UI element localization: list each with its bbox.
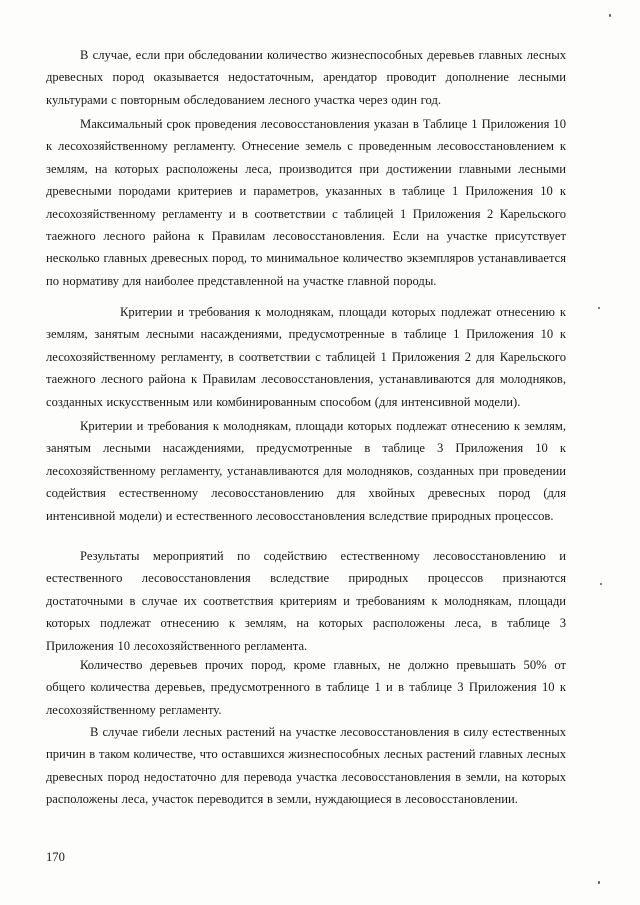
- paragraph-plant-mortality: В случае гибели лесных растений на участке лесовосстановления в силу естественных причин в таком количестве, что оставшихся жизнеспособных лесных растений главных лесных древесных пород недостаточно для перевода участка лесовосстановления в земли, на которых расположены леса, участок переводится в земли, нуждающиеся в лесовосстановлении.: [46, 725, 566, 807]
- page-number: 170: [46, 850, 65, 864]
- paragraph-other-species-limit: Количество деревьев прочих пород, кроме главных, не должно превышать 50% от общего количества деревьев, предусмотренного в таблице 1 и в таблице 3 Приложения 10 к лесохозяйственному регламенту.: [46, 658, 566, 717]
- paragraph-additional-planting: В случае, если при обследовании количество жизнеспособных деревьев главных лесных древесных пород оказывается недостаточным, арендатор проводит дополнение лесными культурами с повторным обследованием лесного участка через один год.: [46, 48, 566, 107]
- scan-speck: [609, 14, 611, 17]
- paragraph-results-natural-reforestation: Результаты мероприятий по содействию естественному лесовосстановлению и естественного лесовосстановления вследствие природных процессов признаются достаточными в случае их соответствия критериям и требованиям к молоднякам, площади которых подлежат отнесению к землям, на которых расположены леса, в таблице 3 Приложения 10 лесохозяйственного регламента.: [46, 549, 566, 653]
- paragraph-criteria-natural-young-stands: Критерии и требования к молоднякам, площади которых подлежат отнесению к землям, занятым лесными насаждениями, предусмотренные в таблице 3 Приложения 10 к лесохозяйственному регламенту, устанавливаются для молодняков, созданных при проведении содействия естественному лесовосстановлению для хвойных древесных пород (для интенсивной модели) и естественного лесовосстановления вследствие природных процессов.: [46, 419, 566, 523]
- scan-speck: [600, 583, 602, 585]
- scan-speck: [598, 881, 600, 884]
- paragraph-max-reforestation-term: Максимальный срок проведения лесовосстановления указан в Таблице 1 Приложения 10 к лесохозяйственному регламенту. Отнесение земель с проведенным лесовосстановлением к землям, на которых расположены леса, производится при достижении главными лесными древесными породами критериев и параметров, указанных в таблице 1 Приложения 10 к лесохозяйственному регламенту и в соответствии с таблицей 1 Приложения 2 Карельского таежного лесного района к Правилам лесовосстановления. Если на участке присутствует несколько главных древесных пород, то минимальное количество экземпляров устанавливается по нормативу для наиболее представленной на участке главной породы.: [46, 117, 566, 288]
- scan-speck: [598, 307, 600, 309]
- paragraph-criteria-artificial-young-stands: Критерии и требования к молоднякам, площади которых подлежат отнесению к землям, занятым лесными насаждениями, предусмотренные в таблице 1 Приложения 10 к лесохозяйственному регламенту, в соответствии с таблицей 1 Приложения 2 для Карельского таежного лесного района к Правилам лесовосстановления, устанавливаются для молодняков, созданных искусственным или комбинированным способом (для интенсивной модели).: [46, 305, 566, 409]
